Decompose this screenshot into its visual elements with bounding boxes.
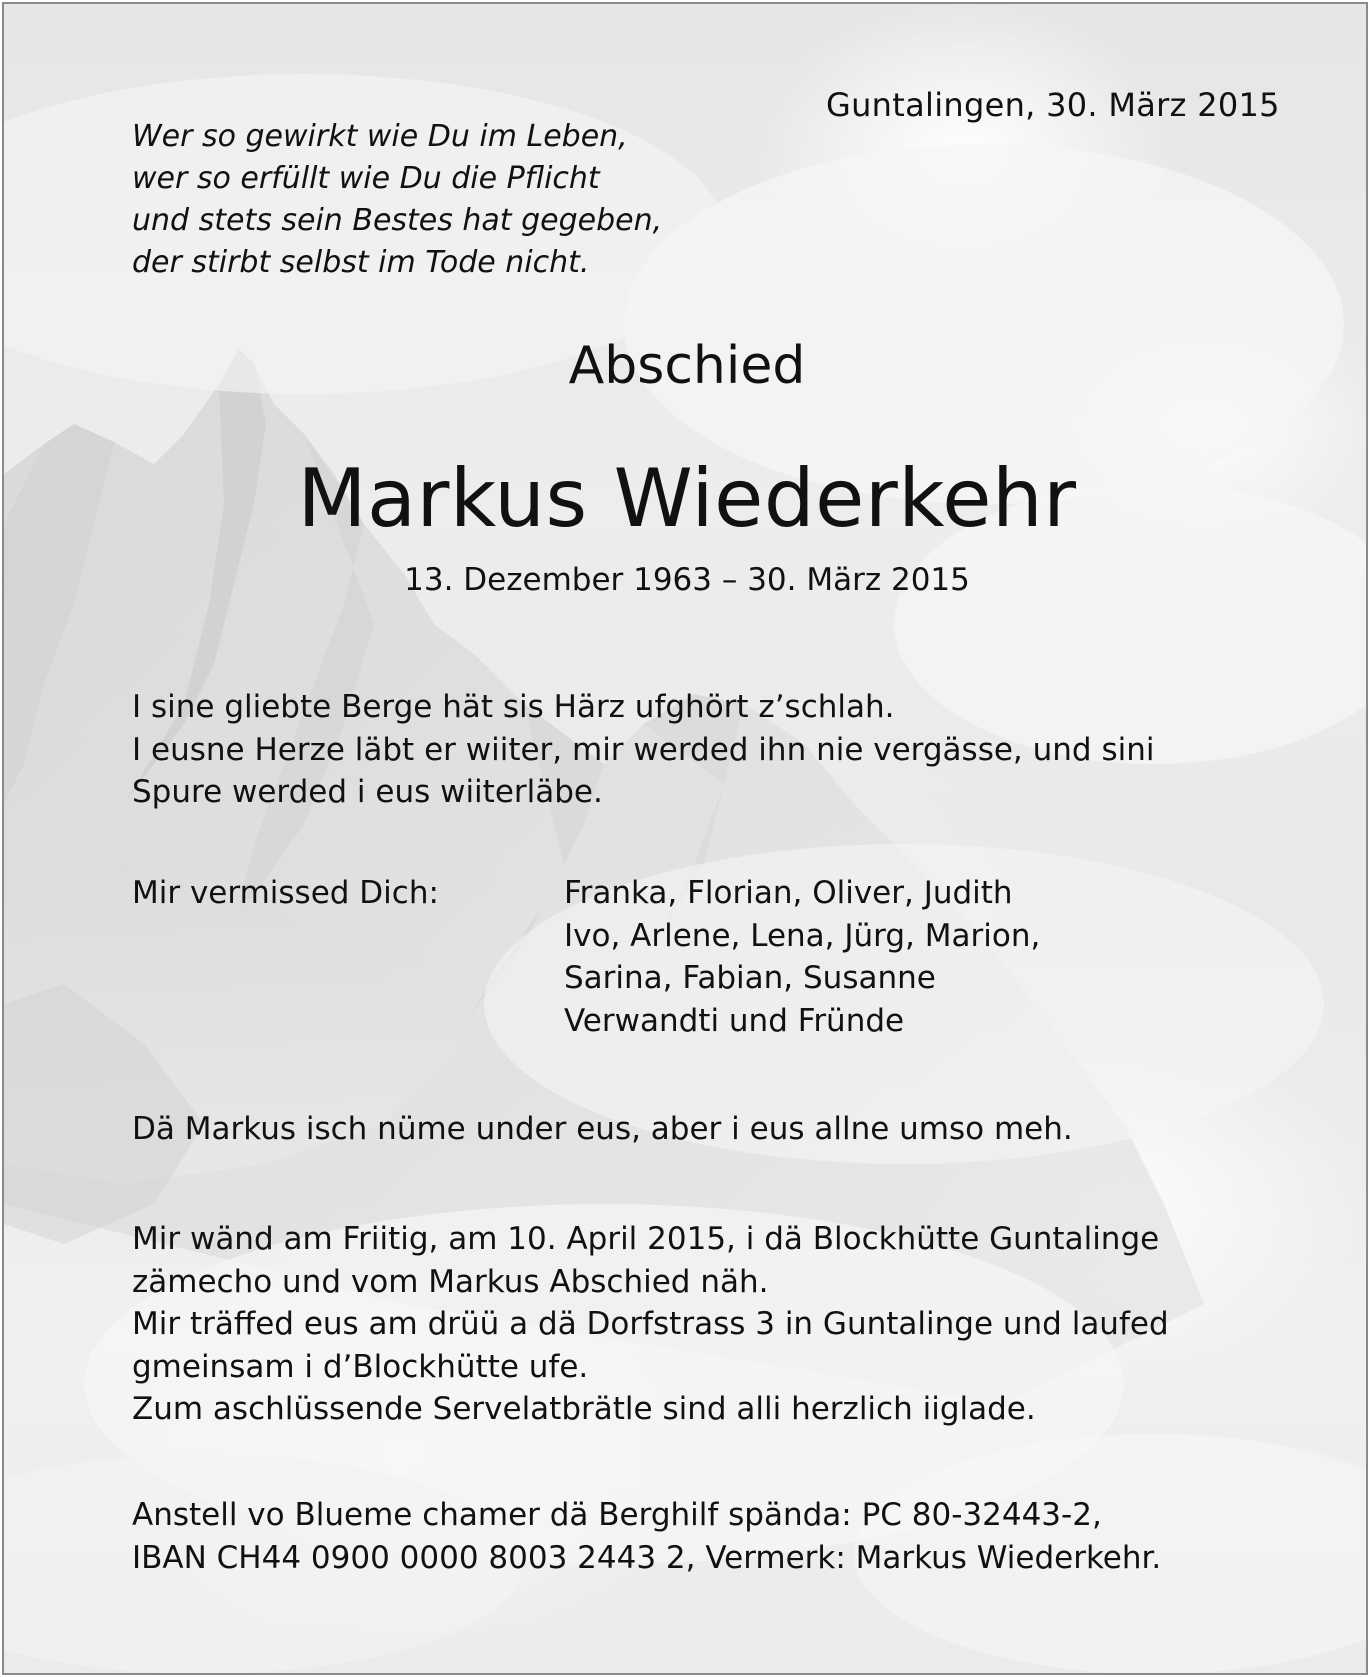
poem-line: der stirbt selbst im Tode nicht. [132, 245, 590, 280]
donation-paragraph [132, 1494, 1161, 1579]
deceased-name: Markus Wiederkehr [297, 452, 1077, 545]
ceremony-line: Mir wänd am Friitig, am 10. April 2015, i dä Blockhütte Guntalinge [132, 1221, 1160, 1257]
tribute-line: Spure werded i eus wiiterläbe. [132, 774, 603, 810]
tribute-line: I eusne Herze läbt er wiiter, mir werded ihn nie vergässe, und sini [132, 731, 1155, 768]
ceremony-line: gmeinsam i d’Blockhütte ufe. [132, 1348, 589, 1385]
obituary-notice [2, 2, 1368, 1675]
donation-line: IBAN CH44 0900 0000 8003 2443 2, Vermerk: Markus Wiederkehr. [132, 1539, 1162, 1576]
mourner-line: Verwandti und Fründe [564, 1002, 905, 1039]
place-and-date: Guntalingen, 30. März 2015 [826, 86, 1280, 124]
poem-line: Wer so gewirkt wie Du im Leben, [132, 119, 628, 154]
ceremony-paragraph [132, 1218, 1169, 1431]
poem-line: wer so erfüllt wie Du die Pflicht [132, 161, 600, 196]
closing-line: Dä Markus isch nüme under eus, aber i eus allne umso meh. [132, 1111, 1073, 1147]
mourner-line: Sarina, Fabian, Susanne [564, 960, 936, 996]
life-dates: 13. Dezember 1963 – 30. März 2015 [404, 562, 970, 598]
donation-line: Anstell vo Blueme chamer dä Berghilf spända: PC 80-32443-2, [132, 1497, 1102, 1533]
ceremony-line: Zum aschlüssende Servelatbrätle sind alli herzlich iiglade. [132, 1391, 1036, 1427]
poem [132, 116, 662, 284]
mourner-line: Ivo, Arlene, Lena, Jürg, Marion, [564, 917, 1041, 954]
mourners-label: Mir vermissed Dich: [132, 875, 439, 911]
ceremony-line: Mir träffed eus am drüü a dä Dorfstrass 3 in Guntalinge und laufed [132, 1306, 1169, 1342]
mourners-list [564, 872, 1040, 1042]
poem-line: und stets sein Bestes hat gegeben, [132, 203, 663, 238]
tribute-line: I sine gliebte Berge hät sis Härz ufghört z’schlah. [132, 689, 895, 725]
mourner-line: Franka, Florian, Oliver, Judith [564, 875, 1013, 911]
notice-heading: Abschied [568, 336, 806, 396]
ceremony-line: zämecho und vom Markus Abschied näh. [132, 1263, 769, 1300]
tribute-paragraph [132, 686, 1155, 814]
